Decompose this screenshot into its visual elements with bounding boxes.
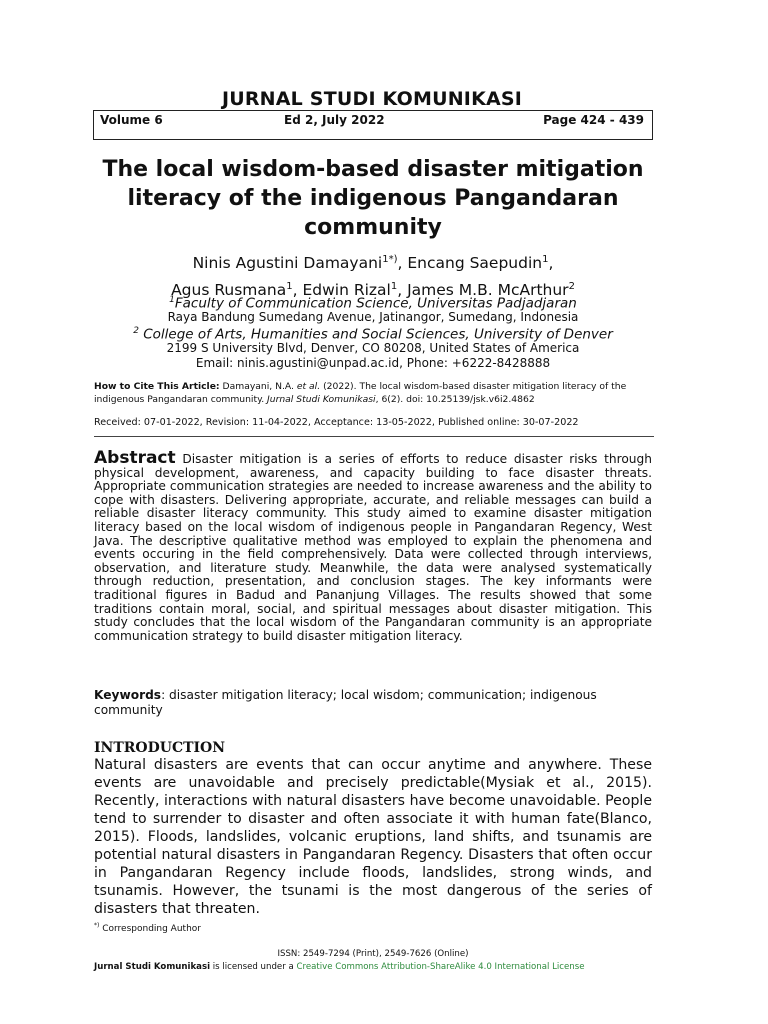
footnote-text: Corresponding Author	[99, 924, 201, 934]
divider	[94, 436, 654, 437]
journal-title: JURNAL STUDI KOMUNIKASI	[221, 88, 523, 110]
affiliation-sup: 2	[133, 326, 139, 336]
footer-journal: Jurnal Studi Komunikasi	[94, 962, 211, 972]
author-name: Encang Saepudin	[407, 254, 543, 273]
author-sup: 2	[568, 281, 575, 293]
affiliation-2-address: 2199 S University Blvd, Denver, CO 80208, United States of America	[166, 341, 580, 355]
citation-text: (2022). The local wisdom-based disaster mitigation literacy of the indigenous Pangandaran community.	[94, 381, 627, 405]
keywords	[94, 688, 652, 718]
citation-text: Damayani, N.A.	[219, 381, 297, 392]
page-range-label: Page 424 - 439	[543, 113, 644, 127]
author-name: Edwin Rizal	[302, 281, 391, 300]
introduction-heading: INTRODUCTION	[94, 740, 226, 756]
abstract	[94, 448, 652, 643]
author-line-1	[94, 248, 652, 275]
abstract-label: Abstract	[94, 448, 176, 468]
author-name: Agus Rusmana	[171, 281, 287, 300]
license-line	[94, 962, 652, 972]
edition-label: Ed 2, July 2022	[284, 113, 385, 127]
introduction-text: Natural disasters are events that can occur anytime and anywhere. These events are unavoidable and precisely predictable(Mysiak et al., 2015). Recently, interactions with natural disasters have become unavoidable. People tend to surrender to disaster and often associate it with human fate(Blanco, 2015). Floods, landslides, volcanic eruptions, land shifts, and tsunamis are potential natural disasters in Pangandaran Regency. Disasters that often occur in Pangandaran Regency include floods, landslides, strong winds, and tsunamis. However, the tsunami is the most dangerous of the series of disasters that threaten.	[94, 757, 652, 917]
journal-meta-box	[93, 110, 653, 140]
author-sup: 1	[542, 254, 549, 265]
author-sup: 1	[286, 281, 293, 293]
keywords-text: : disaster mitigation literacy; local wisdom; communication; indigenous community	[94, 688, 597, 717]
footnote-sup: *)	[94, 922, 100, 929]
author-sup: 1	[390, 281, 398, 293]
footnote	[94, 922, 201, 934]
author-sep: ,	[397, 281, 408, 300]
affiliation-name: College of Arts, Humanities and Social Sciences, University of Denver	[143, 326, 613, 343]
citation-block	[94, 380, 662, 406]
volume-label: Volume 6	[100, 113, 163, 127]
article-dates: Received: 07-01-2022, Revision: 11-04-2022, Acceptance: 13-05-2022, Published online: 30-07-2022	[94, 417, 579, 428]
citation-journal: Jurnal Studi Komunikasi	[267, 394, 376, 405]
paper-title: The local wisdom-based disaster mitigation literacy of the indigenous Pangandaran community	[102, 157, 644, 240]
license-text: is licensed under a	[210, 962, 297, 972]
citation-etal: et al.	[296, 381, 321, 392]
citation-doi: , 6(2). doi: 10.25139/jsk.v6i2.4862	[375, 394, 535, 405]
abstract-text: Disaster mitigation is a series of efforts to reduce disaster risks through physical development, awareness, and capacity building to face disaster threats. Appropriate communication strategies are needed to increase awareness and the ability to cope with disasters. Delivering appropriate, accurate, and reliable messages can build a reliable disaster literacy community. This study aimed to examine disaster mitigation literacy based on the local wisdom of indigenous people in Pangandaran Regency, West Java. The descriptive qualitative method was employed to explain the phenomena and events occuring in the field comprehensively. Data were collected through interviews, observation, and literature study. Meanwhile, the data were analysed systematically through reduction, presentation, and conclusion stages. The key informants were traditional figures in Badud and Pananjung Villages. The results showed that some traditions contain moral, social, and spiritual messages about disaster mitigation. This study concludes that the local wisdom of the Pangandaran community is an appropriate communication strategy to build disaster mitigation literacy.	[94, 452, 652, 643]
issn-line: ISSN: 2549-7294 (Print), 2549-7626 (Online)	[277, 949, 469, 959]
author-sep: ,	[548, 254, 554, 273]
contact-info: Email: ninis.agustini@unpad.ac.id, Phone: +6222-8428888	[195, 356, 551, 370]
affiliation-1-address: Raya Bandung Sumedang Avenue, Jatinangor, Sumedang, Indonesia	[167, 310, 579, 324]
affiliation-name: Faculty of Communication Science, Universitas Padjadjaran	[174, 295, 577, 312]
citation-label: How to Cite This Article:	[94, 381, 220, 392]
keywords-label: Keywords	[94, 688, 162, 702]
author-name: Ninis Agustini Damayani	[192, 254, 383, 273]
author-sep: ,	[292, 281, 303, 300]
affiliation-sup: 1	[169, 295, 175, 305]
author-sep: ,	[397, 254, 408, 273]
license-link[interactable]: Creative Commons Attribution-ShareAlike 4.0 International License	[296, 962, 585, 972]
author-name: James M.B. McArthur	[407, 281, 569, 300]
author-sup: 1*)	[382, 254, 398, 265]
